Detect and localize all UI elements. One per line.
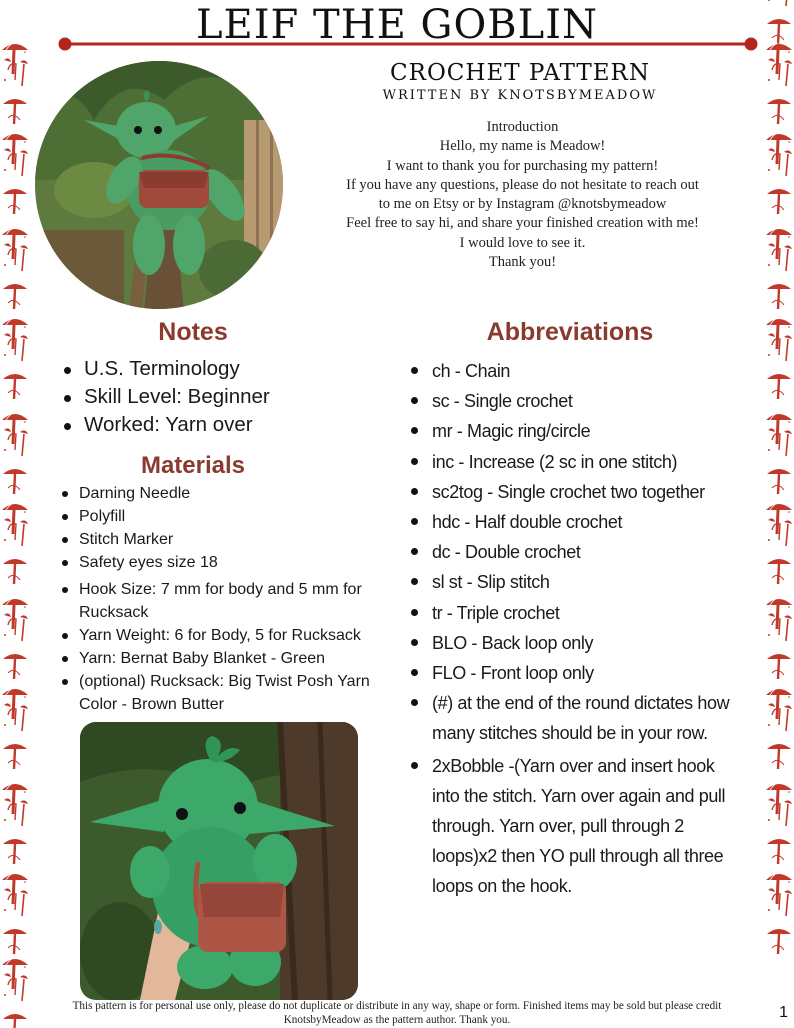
abbreviation-item: BLO - Back loop only	[408, 628, 736, 658]
abbreviation-item: sc2tog - Single crochet two together	[408, 477, 736, 507]
intro-line: to me on Etsy or by Instagram @knotsbymeadow	[378, 196, 667, 213]
introduction-text	[300, 118, 745, 272]
materials-item: Polyfill	[62, 505, 402, 528]
page-title: LEIF THE GOBLIN	[195, 2, 598, 48]
abbreviation-item: sl st - Slip stitch	[408, 567, 736, 597]
abbreviation-item: FLO - Front loop only	[408, 658, 736, 688]
intro-line: Thank you!	[488, 254, 557, 271]
materials-item: Darning Needle	[62, 482, 402, 505]
intro-line: Introduction	[486, 119, 559, 135]
abbreviation-item: dc - Double crochet	[408, 537, 736, 567]
abbreviation-item: ch - Chain	[408, 356, 736, 386]
materials-list	[62, 482, 402, 716]
intro-line: If you have any questions, please do not hesitate to reach out	[346, 176, 699, 193]
footer-disclaimer: This pattern is for personal use only, please do not duplicate or distribute in any way, shape or form. Finished items may be sold but please credit KnotsbyMeadow as the pattern author. Thank you.	[72, 1000, 722, 1026]
notes-heading: Notes	[158, 318, 228, 346]
goblin-tree-photo	[34, 60, 284, 310]
materials-heading: Materials	[140, 452, 246, 479]
title-divider	[58, 37, 758, 51]
intro-line: Feel free to say hi, and share your finished creation with me!	[346, 215, 699, 232]
abbreviation-item: 2xBobble -(Yarn over and insert hook into the stitch. Yarn over again and pull through. Yarn over, pull through 2 loops)x2 then YO pull through all three loops on the hook.	[408, 751, 736, 902]
abbreviations-heading: Abbreviations	[486, 318, 654, 346]
materials-item: Safety eyes size 18	[62, 551, 402, 574]
intro-line: Hello, my name is Meadow!	[439, 138, 606, 155]
materials-item: Yarn Weight: 6 for Body, 5 for Rucksack	[62, 624, 402, 647]
materials-item: (optional) Rucksack: Big Twist Posh Yarn Color - Brown Butter	[62, 670, 402, 716]
abbreviation-item: hdc - Half double crochet	[408, 507, 736, 537]
abbreviation-item: mr - Magic ring/circle	[408, 416, 736, 446]
notes-item: Skill Level: Beginner	[60, 384, 350, 412]
intro-line: I would love to see it.	[459, 234, 586, 251]
page-number: 1	[779, 1004, 788, 1021]
materials-item: Hook Size: 7 mm for body and 5 mm for Rucksack	[62, 578, 402, 624]
notes-item: Worked: Yarn over	[60, 412, 350, 440]
notes-list	[60, 356, 350, 440]
materials-item: Stitch Marker	[62, 528, 402, 551]
goblin-held-photo	[80, 722, 358, 1000]
abbreviations-list	[408, 356, 736, 902]
abbreviation-item: (#) at the end of the round dictates how many stitches should be in your row.	[408, 688, 736, 748]
mushroom-border-left	[0, 0, 30, 1028]
pattern-subtitle: CROCHET PATTERN	[390, 60, 650, 86]
abbreviation-item: tr - Triple crochet	[408, 598, 736, 628]
abbreviation-item: sc - Single crochet	[408, 386, 736, 416]
intro-line: I want to thank you for purchasing my pattern!	[386, 157, 659, 174]
abbreviation-item: inc - Increase (2 sc in one stitch)	[408, 447, 736, 477]
mushroom-border-right	[764, 0, 794, 1028]
author-byline: WRITTEN BY KNOTSBYMEADOW	[382, 88, 658, 103]
materials-item: Yarn: Bernat Baby Blanket - Green	[62, 647, 402, 670]
notes-item: U.S. Terminology	[60, 356, 350, 384]
